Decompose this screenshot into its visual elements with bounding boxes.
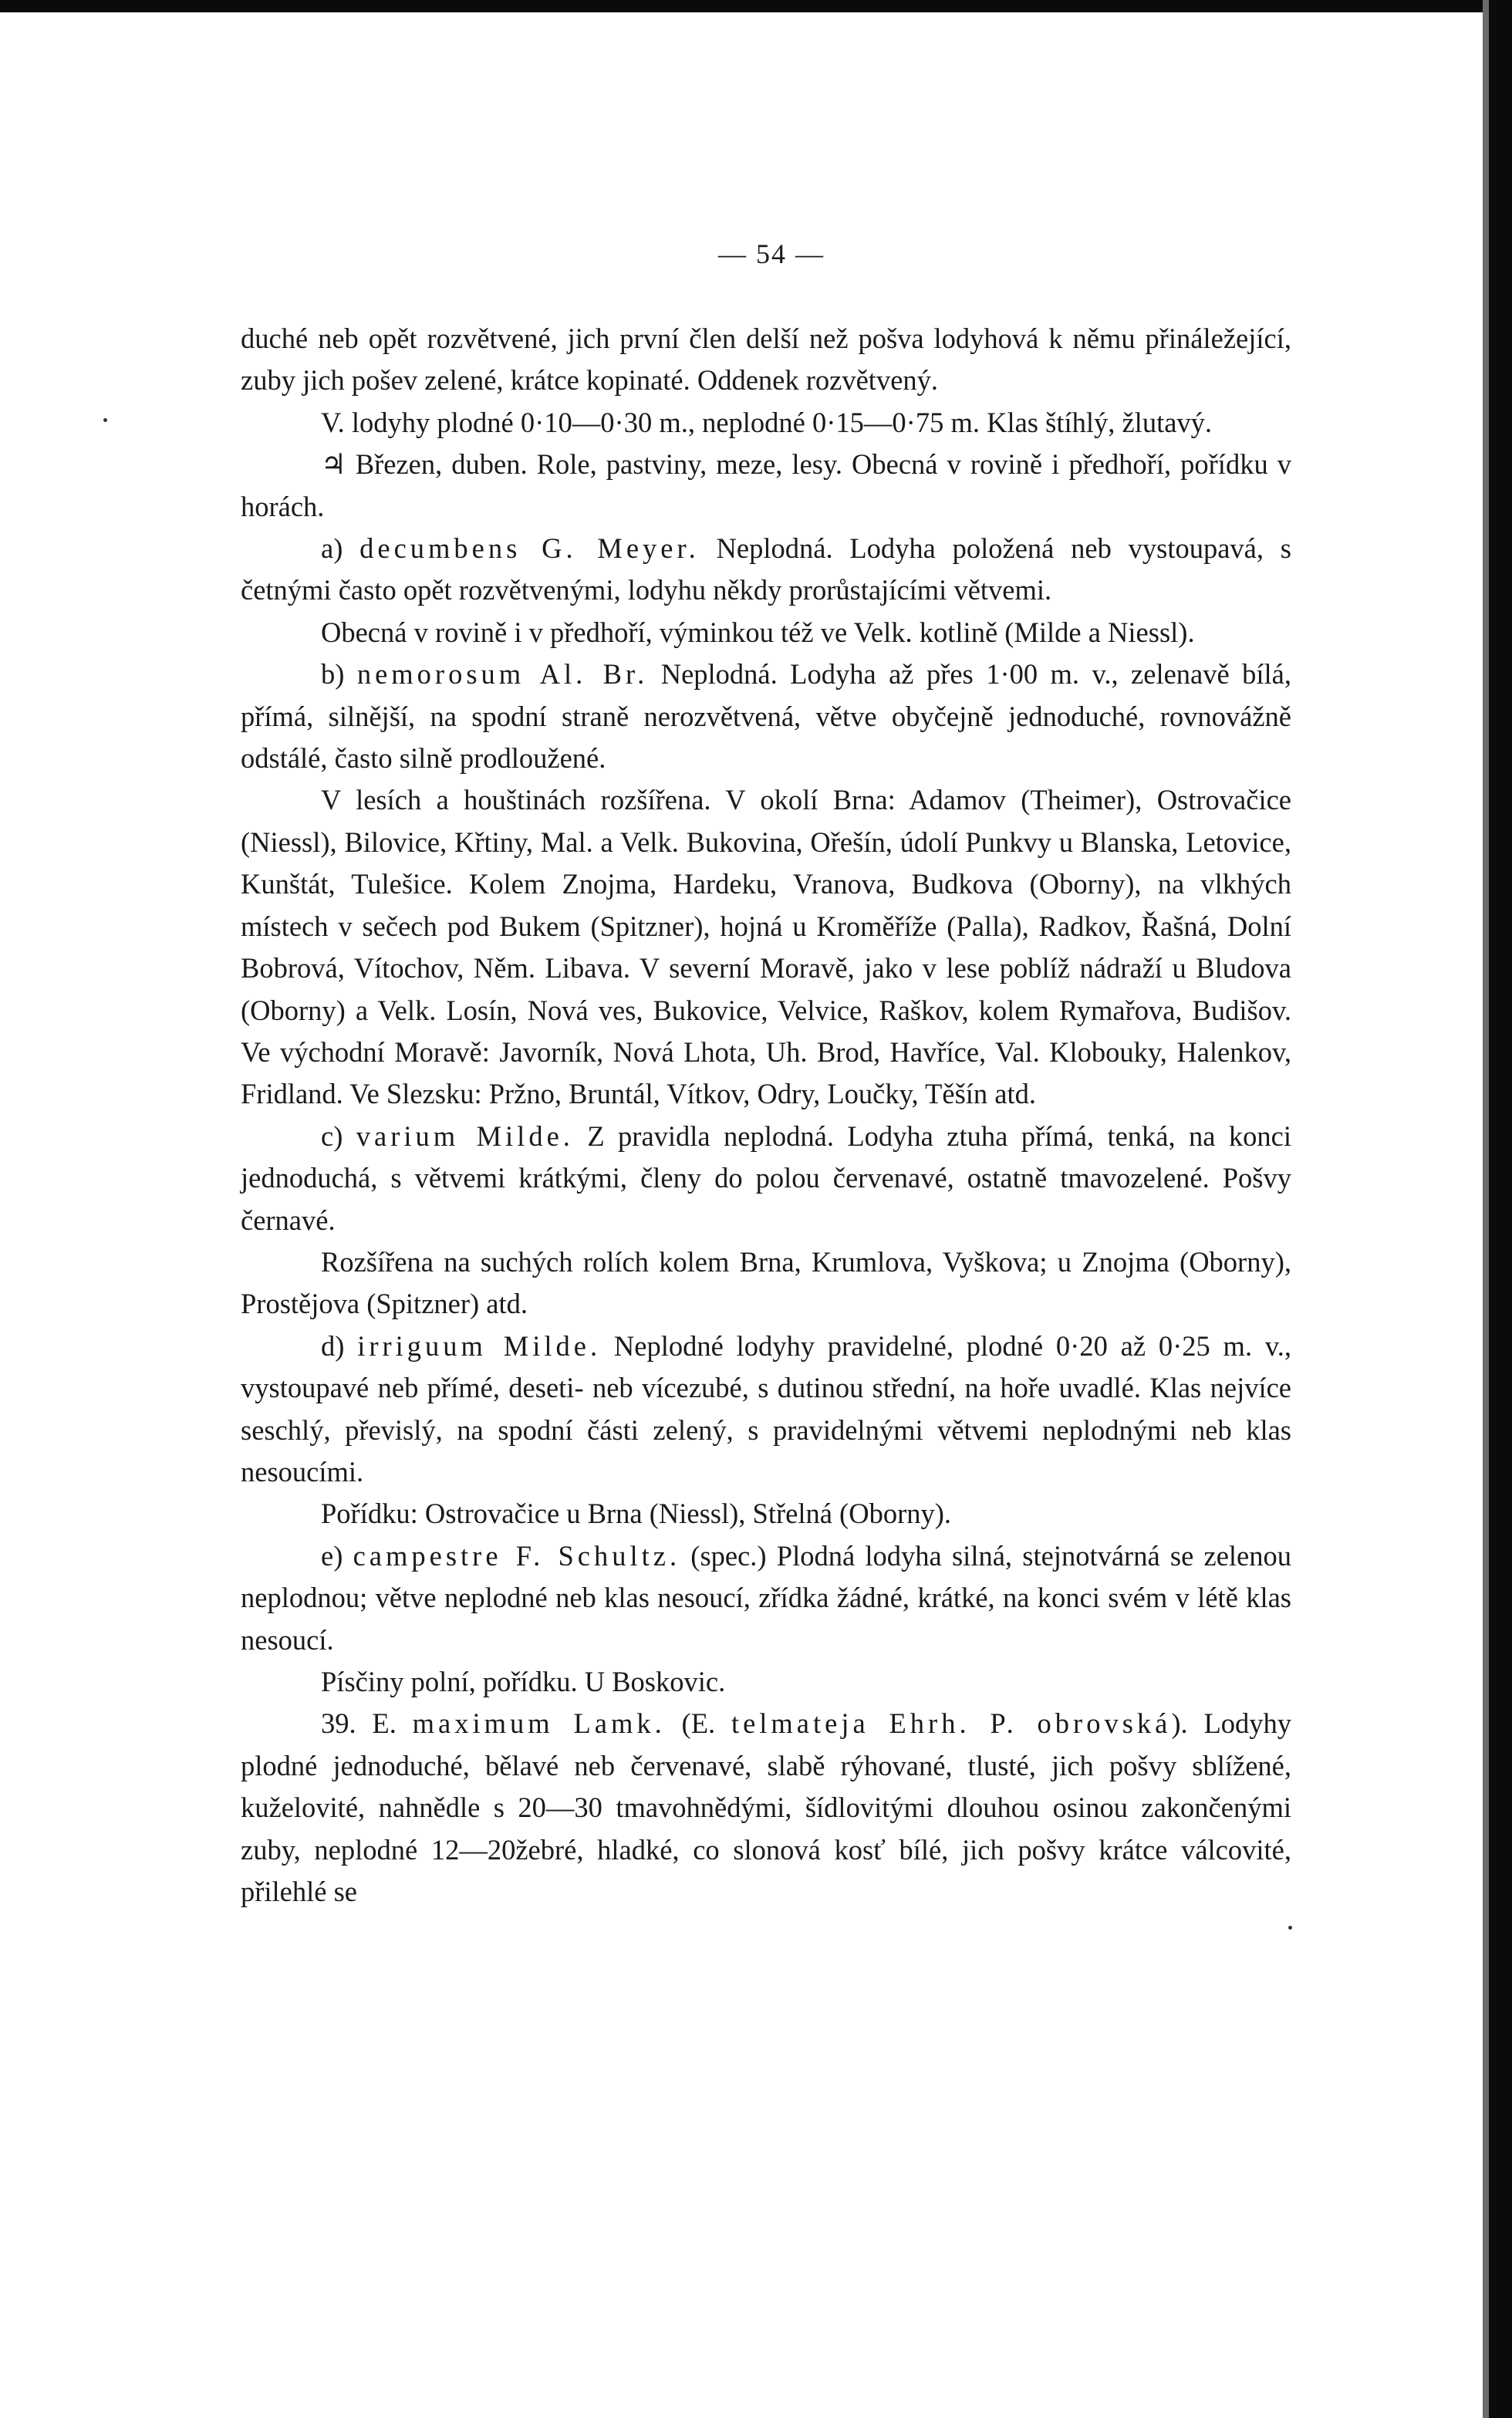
scan-speck [1288,1926,1292,1930]
variety-name: nemorosum Al. Br. [356,658,649,691]
variety-marker: b) [321,658,357,691]
variety-name: campestre F. Schultz. [353,1539,681,1572]
variety-marker: a) [321,532,360,565]
paragraph-dimensions: V. lodyhy plodné 0·10—0·30 m., neplodné 0·15—0·75 m. Klas štíhlý, žlutavý. [321,406,1213,438]
scan-top-edge [0,0,1512,12]
variety-marker: d) [321,1329,358,1362]
paragraph-variety-e [241,1535,1291,1661]
paragraph-species-39 [241,1703,1291,1913]
scan-speck [103,418,107,422]
paragraph-habitat: ♃ Březen, duben. Role, pastviny, meze, lesy. Obecná v rovině i předhoří, pořídku v horách. [241,448,1291,522]
species-name: maximum Lamk. [412,1707,666,1740]
variety-description: Neplodná. Lodyha položená neb vystoupavá, s četnými často opět rozvětvenými, lodyhu někdy prorůstajícími větvemi. [241,532,1291,606]
species-description: ). Lodyhy plodné jednoduché, bělavé neb červenavé, slabě rýhované, tlusté, jich pošvy sblížené, kuželovité, nahnědle s 20—30 tmavohnědými, šídlovitými dlouhou osinou zakončenými zuby, neplodné 12—20žebré, hladké, co slonová kosť bílé, jich pošvy krátce válcovité, přilehlé se [241,1707,1292,1908]
scan-right-edge [1489,0,1512,2418]
species-number: 39. E. [321,1707,413,1740]
variety-name: decumbens G. Meyer. [359,532,700,565]
paragraph-distribution-b: V lesích a houštinách rozšířena. V okolí Brna: Adamov (Theimer), Ostrovačice (Niessl), Bilovice, Křtiny, Mal. a Velk. Bukovina, Ořešín, údolí Punkvy u Blanska, Letovice, Kunštát, Tulešice. Kolem Znojma, Hardeku, Vranova, Budkova (Oborny), na vlkhých místech v sečech pod Bukem (Spitzner), hojná u Kroměříže (Palla), Radkov, Řašná, Dolní Bobrová, Vítochov, Něm. Libava. V severní Moravě, jako v lese poblíž nádraží u Bludova (Oborny) a Velk. Losín, Nová ves, Bukovice, Velvice, Raškov, kolem Rymařova, Budišov. Ve východní Moravě: Javorník, Nová Lhota, Uh. Brod, Havříce, Val. Klobouky, Halenkov, Fridland. Ve Slezsku: Pržno, Bruntál, Vítkov, Odry, Loučky, Těšín atd. [241,784,1291,1110]
variety-marker: e) [321,1539,353,1572]
variety-description: Neplodné lodyhy pravidelné, plodné 0·20 až 0·25 m. v., vystoupavé neb přímé, deseti- neb vícezubé, s dutinou střední, na hoře uvadlé. Klas nejvíce seschlý, převislý, na spodní části zelený, s pravidelnými větvemi neplodnými neb klas nesoucími. [241,1329,1292,1488]
paragraph-continuation: duché neb opět rozvětvené, jich první člen delší než pošva lodyhová k němu přináležející, zuby jich pošev zelené, krátce kopinaté. Oddenek rozvětvený. [241,323,1291,397]
synonym-prefix: (E. [665,1707,731,1740]
scan-right-shadow [1483,0,1489,2418]
paragraph-variety-c [241,1116,1291,1241]
paragraph-distribution-c: Rozšířena na suchých rolích kolem Brna, Krumlova, Vyškova; u Znojma (Oborny), Prostějova (Spitzner) atd. [241,1245,1291,1320]
paragraph-distribution-a: Obecná v rovině i v předhoří, výminkou též ve Velk. kotlině (Milde a Niessl). [321,616,1195,648]
synonym-name: telmateja Ehrh. P. obrovská [731,1707,1172,1740]
paragraph-distribution-d: Pořídku: Ostrovačice u Brna (Niessl), Střelná (Oborny). [321,1498,952,1530]
variety-name: irriguum Milde. [357,1329,602,1362]
variety-description: (spec.) Plodná lodyha silná, stejnotvárná se zelenou neplodnou; větve neplodné neb klas nesoucí, zřídka žádné, krátké, na konci svém v létě klas nesoucí. [241,1539,1291,1656]
paragraph-distribution-e: Písčiny polní, pořídku. U Boskovic. [321,1666,726,1697]
body-text [241,318,1291,1913]
variety-description: Z pravidla neplodná. Lodyha ztuha přímá, tenká, na konci jednoduchá, s větvemi krátkými, členy do polou červenavé, ostatně tmavozelené. Pošvy černavé. [241,1120,1291,1236]
paragraph-variety-b [241,653,1291,779]
variety-description: Neplodná. Lodyha až přes 1·00 m. v., zelenavě bílá, přímá, silnější, na spodní straně nerozvětvená, větve obyčejně jednoduché, rovnovážně odstálé, často silně prodloužené. [241,658,1291,775]
paragraph-variety-d [241,1326,1291,1494]
variety-marker: c) [321,1120,356,1152]
variety-name: varium Milde. [356,1120,574,1152]
page-number: — 54 — [718,238,825,269]
paragraph-variety-a [241,528,1291,612]
